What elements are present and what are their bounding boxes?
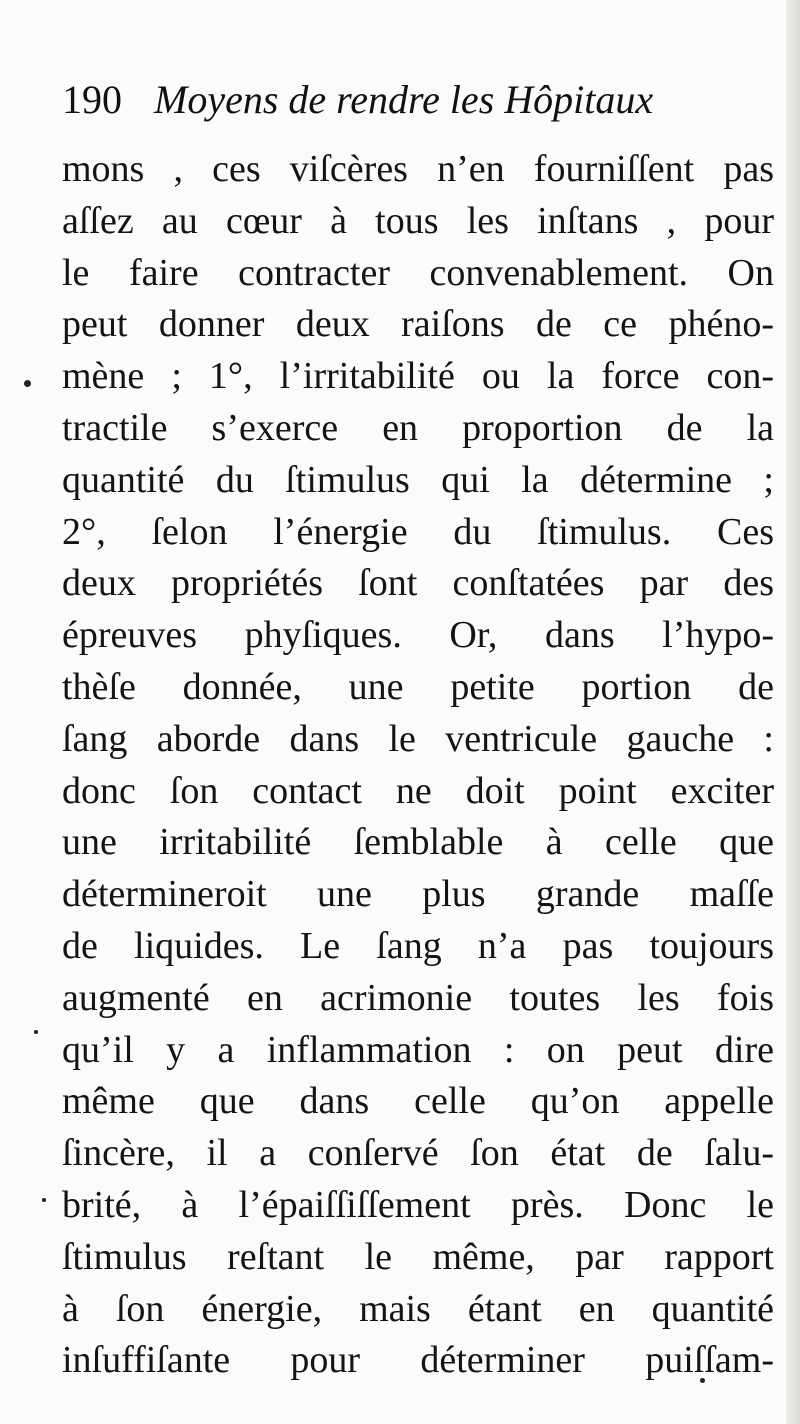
page-number: 190: [62, 77, 122, 122]
text-line: à ſon énergie, mais étant en quantité: [62, 1287, 774, 1330]
text-line: même que dans celle qu’on appelle: [62, 1080, 774, 1123]
text-line: augmenté en acrimonie toutes les fois: [62, 976, 774, 1019]
text-line: ſtimulus reſtant le même, par rapport: [62, 1235, 774, 1278]
text-line: ſang aborde dans le ventricule gauche :: [62, 717, 774, 760]
page-edge-shadow: [786, 0, 800, 1424]
running-head: Moyens de rendre les Hôpitaux: [154, 77, 654, 122]
text-line: aſſez au cœur à tous les inſtans , pour: [62, 199, 774, 242]
text-line: une irritabilité ſemblable à celle que: [62, 821, 774, 864]
text-line: le faire contracter convenablement. On: [62, 251, 774, 294]
text-line: épreuves phyſiques. Or, dans l’hypo-: [62, 614, 774, 657]
text-line: brité, à l’épaiſſiſſement près. Donc le: [62, 1183, 774, 1226]
text-line: qu’il y a inflammation : on peut dire: [62, 1028, 774, 1071]
text-line: mène ; 1°, l’irritabilité ou la force con-: [62, 355, 774, 398]
ink-speck: [34, 1030, 38, 1034]
text-line: ſincère, il a conſervé ſon état de ſalu-: [62, 1132, 774, 1175]
text-line: tractile s’exerce en proportion de la: [62, 406, 774, 449]
ink-speck: [42, 1198, 46, 1202]
text-line: mons , ces viſcères n’en fourniſſent pas: [62, 148, 774, 190]
ink-speck: [24, 380, 31, 387]
text-line: inſuffiſante pour déterminer puiſſam-: [62, 1339, 774, 1382]
text-line: détermineroit une plus grande maſſe: [62, 873, 774, 916]
page-header: [62, 76, 752, 130]
text-line: quantité du ſtimulus qui la détermine ;: [62, 458, 774, 501]
text-line: thèſe donnée, une petite portion de: [62, 665, 774, 708]
text-line: 2°, ſelon l’énergie du ſtimulus. Ces: [62, 510, 774, 553]
text-line: donc ſon contact ne doit point exciter: [62, 769, 774, 812]
body-text: [62, 144, 774, 1387]
text-line: deux propriétés ſont conſtatées par des: [62, 562, 774, 605]
text-line: de liquides. Le ſang n’a pas toujours: [62, 924, 774, 967]
text-line: peut donner deux raiſons de ce phéno-: [62, 303, 774, 346]
